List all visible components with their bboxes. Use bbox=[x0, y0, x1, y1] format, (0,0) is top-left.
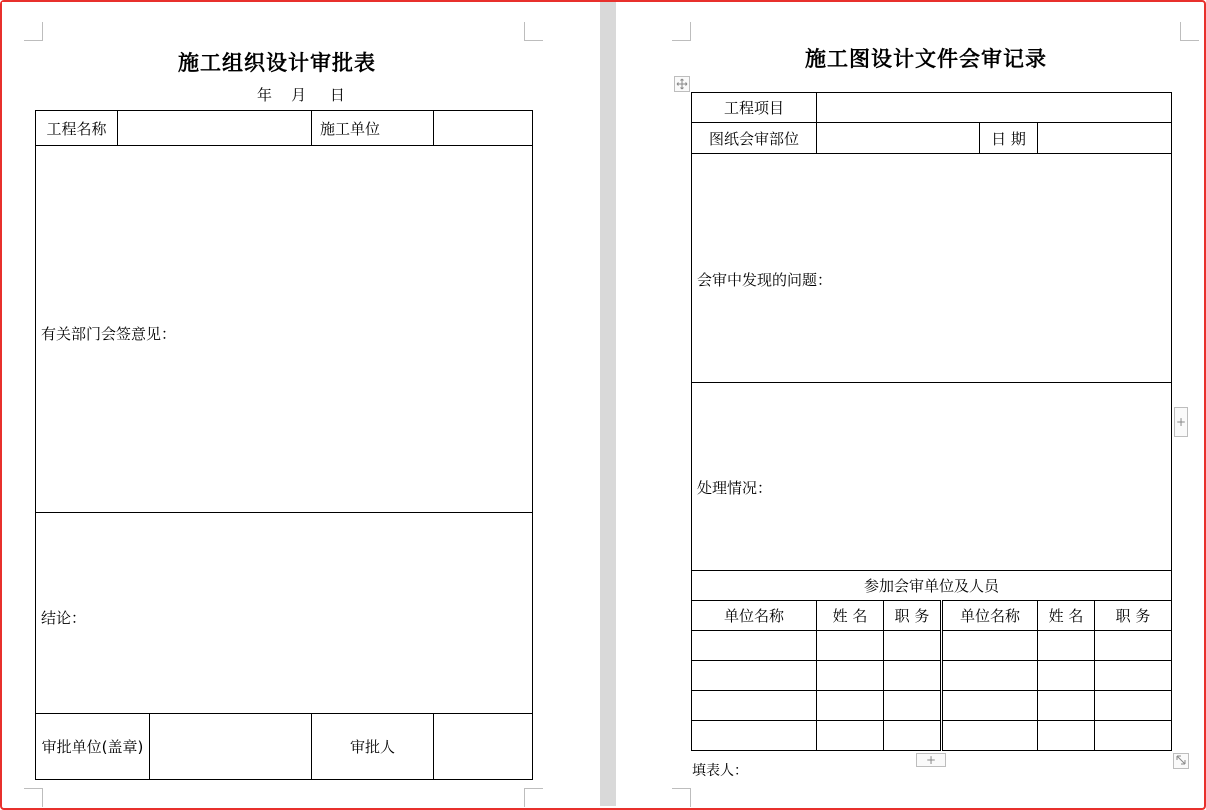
crop-mark bbox=[524, 22, 543, 41]
participants-header: 参加会审单位及人员 bbox=[692, 571, 1172, 601]
table-cell[interactable] bbox=[692, 631, 817, 661]
crop-mark bbox=[24, 22, 43, 41]
table-cell[interactable] bbox=[942, 691, 1038, 721]
page-gutter bbox=[600, 2, 616, 806]
project-item-field[interactable] bbox=[817, 93, 1172, 123]
table-cell[interactable] bbox=[942, 721, 1038, 751]
drawing-part-label: 图纸会审部位 bbox=[692, 123, 817, 154]
right-form-title: 施工图设计文件会审记录 bbox=[805, 46, 1047, 71]
column-header: 单位名称 bbox=[942, 601, 1038, 631]
add-column-button[interactable]: + bbox=[1174, 407, 1188, 437]
dept-opinion-label: 有关部门会签意见： bbox=[41, 324, 177, 343]
table-move-handle[interactable] bbox=[674, 76, 690, 92]
page-left bbox=[2, 2, 600, 806]
column-header: 姓 名 bbox=[817, 601, 884, 631]
table-cell[interactable] bbox=[942, 661, 1038, 691]
table-cell[interactable] bbox=[692, 661, 817, 691]
column-header: 职 务 bbox=[1095, 601, 1172, 631]
project-name-label: 工程名称 bbox=[36, 111, 118, 146]
issues-label: 会审中发现的问题： bbox=[697, 270, 833, 289]
table-cell[interactable] bbox=[1095, 691, 1172, 721]
date-field[interactable] bbox=[1038, 123, 1172, 154]
project-item-label: 工程项目 bbox=[692, 93, 817, 123]
dept-opinion-cell[interactable] bbox=[36, 146, 533, 513]
project-name-field[interactable] bbox=[118, 111, 312, 146]
table-cell[interactable] bbox=[817, 691, 884, 721]
filler-label: 填表人： bbox=[692, 763, 748, 779]
table-cell[interactable] bbox=[1038, 721, 1095, 751]
crop-mark bbox=[672, 788, 691, 807]
handling-label: 处理情况： bbox=[697, 479, 773, 497]
issues-cell[interactable] bbox=[692, 154, 1172, 383]
review-record-table bbox=[691, 92, 1172, 751]
add-row-button[interactable]: + bbox=[916, 753, 946, 767]
table-cell[interactable] bbox=[1095, 661, 1172, 691]
table-cell[interactable] bbox=[942, 631, 1038, 661]
table-cell[interactable] bbox=[884, 691, 942, 721]
table-cell[interactable] bbox=[1038, 661, 1095, 691]
table-cell[interactable] bbox=[692, 721, 817, 751]
crop-mark bbox=[24, 788, 43, 807]
table-cell[interactable] bbox=[1095, 721, 1172, 751]
approver-field[interactable] bbox=[434, 714, 533, 780]
column-header: 单位名称 bbox=[692, 601, 817, 631]
page-right bbox=[616, 2, 1202, 806]
date-line: 年 月 日 bbox=[257, 86, 345, 104]
table-cell[interactable] bbox=[1038, 691, 1095, 721]
table-row bbox=[692, 631, 1172, 661]
column-header: 职 务 bbox=[884, 601, 942, 631]
resize-arrow-icon bbox=[1175, 754, 1187, 766]
left-form-title: 施工组织设计审批表 bbox=[178, 50, 376, 75]
contractor-label: 施工单位 bbox=[312, 111, 434, 146]
table-cell[interactable] bbox=[1095, 631, 1172, 661]
crop-mark bbox=[672, 22, 691, 41]
table-cell[interactable] bbox=[692, 691, 817, 721]
crop-mark bbox=[1180, 22, 1199, 41]
table-cell[interactable] bbox=[817, 631, 884, 661]
table-resize-handle[interactable] bbox=[1173, 753, 1189, 769]
date-label: 日 期 bbox=[980, 123, 1038, 154]
conclusion-cell[interactable] bbox=[36, 513, 533, 714]
table-cell[interactable] bbox=[884, 721, 942, 751]
table-cell[interactable] bbox=[1038, 631, 1095, 661]
column-header: 姓 名 bbox=[1038, 601, 1095, 631]
drawing-part-field[interactable] bbox=[817, 123, 980, 154]
crop-mark bbox=[524, 788, 543, 807]
contractor-field[interactable] bbox=[434, 111, 533, 146]
table-cell[interactable] bbox=[884, 661, 942, 691]
table-cell[interactable] bbox=[884, 631, 942, 661]
table-row bbox=[692, 661, 1172, 691]
approval-unit-field[interactable] bbox=[150, 714, 312, 780]
handling-cell[interactable] bbox=[692, 383, 1172, 571]
approver-label: 审批人 bbox=[312, 714, 434, 780]
table-row bbox=[692, 691, 1172, 721]
table-cell[interactable] bbox=[817, 661, 884, 691]
move-arrows-icon bbox=[676, 78, 688, 90]
table-cell[interactable] bbox=[817, 721, 884, 751]
approval-unit-label: 审批单位(盖章) bbox=[36, 714, 150, 780]
table-row bbox=[692, 721, 1172, 751]
conclusion-label: 结论： bbox=[41, 608, 87, 627]
approval-form-table bbox=[35, 110, 533, 780]
